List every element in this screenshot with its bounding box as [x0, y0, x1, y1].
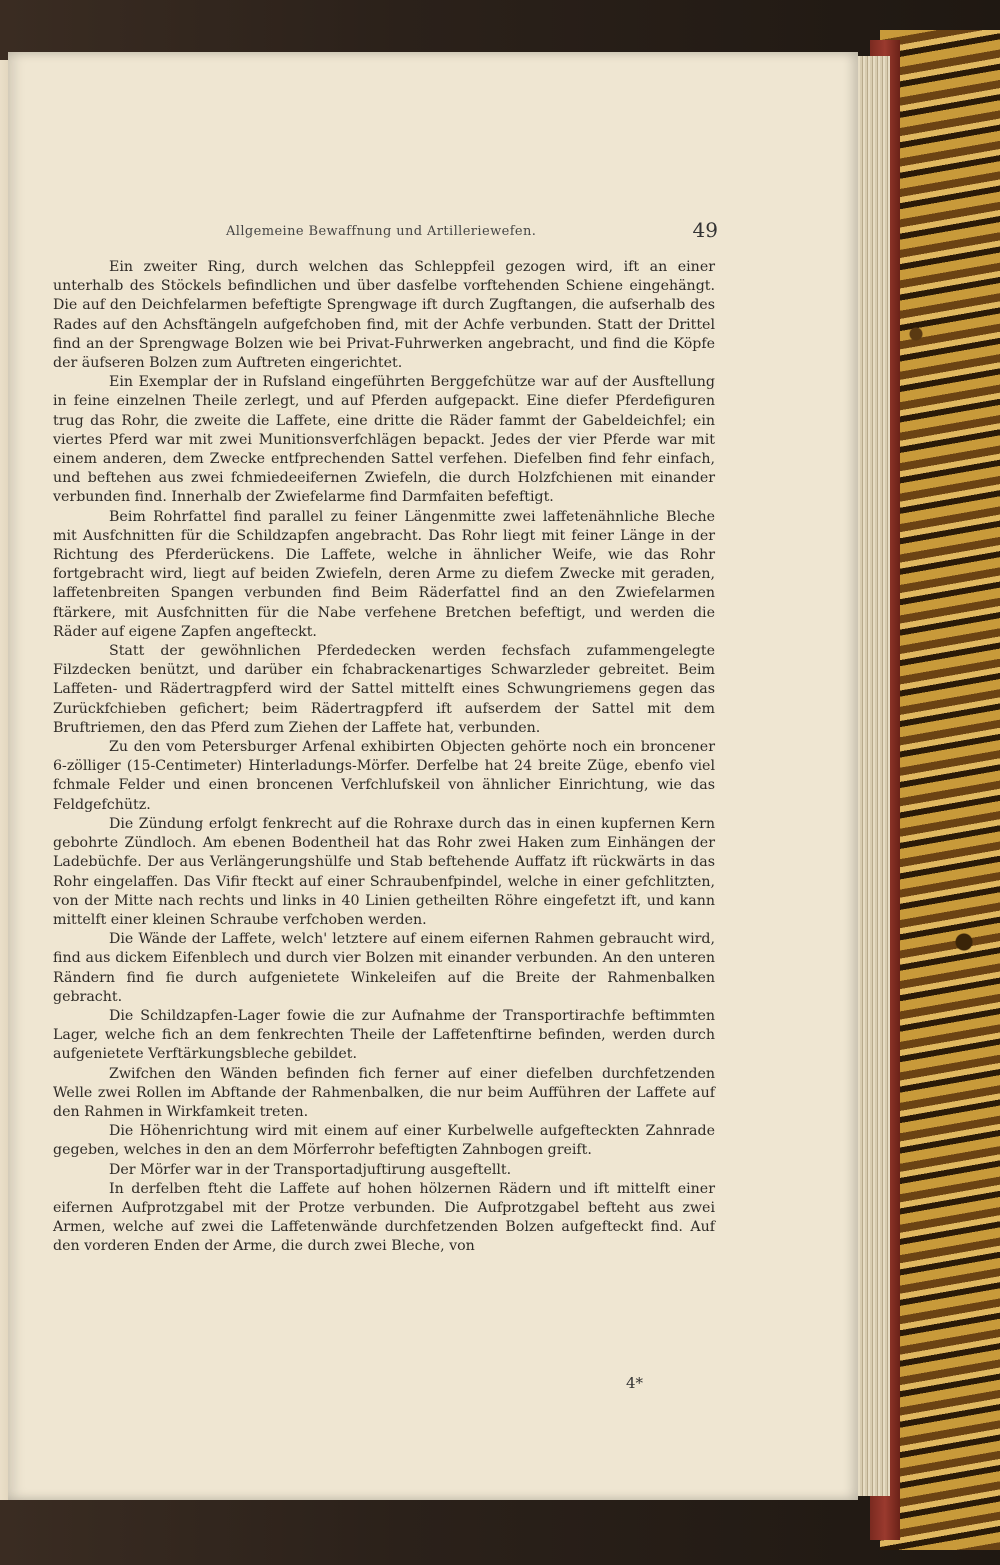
running-head: Allgemeine Bewaffnung und Artilleriewefen.: [226, 224, 537, 239]
paragraph: In derfelben fteht die Laffete auf hohen hölzernen Rädern und ift mittelft einer eifernen Aufprotzgabel mit der Protze verbunden. Die Aufprotzgabel befteht aus zwei Armen, welche auf zwei die Laffetenwände durchfetzenden Bolzen aufgefteckt find. Auf den vorderen Enden der Arme, die durch zwei Bleche, von: [53, 1180, 715, 1255]
paragraph: Die Wände der Laffete, welch' letztere auf einem eifernen Rahmen gebraucht wird, find aus dickem Eifenblech und durch vier Bolzen mit einander verbunden. An den unteren Rändern find fie durch aufgenietete Winkeleifen auf die Breite der Rahmenbalken gebracht.: [53, 931, 715, 1005]
signature-mark: 4*: [626, 1374, 644, 1392]
page-header: [68, 220, 718, 244]
paragraph: Die Zündung erfolgt fenkrecht auf die Rohraxe durch das in einen kupfernen Kern gebohrte Zündloch. Am ebenen Bodentheil hat das Rohr zwei Haken zum Einhängen der Ladebüchfe. Der aus Verlängerungshülfe und Stab beftehende Auffatz ift rückwärts in das Rohr eingelaffen. Das Vifir fteckt auf einer Schraubenfpindel, welche in einer gefchlitzten, von der Mitte nach rechts und links in 40 Linien getheilten Röhre eingefetzt ift, und kann mittelft einer kleinen Schraube verfchoben werden.: [53, 815, 715, 928]
paragraph: Die Schildzapfen-Lager fowie die zur Aufnahme der Transportirachfe beftimmten Lager, welche fich an dem fenkrechten Theile der Laffetenftirne befinden, werden durch aufgenietete Verftärkungsbleche gebildet.: [53, 1007, 715, 1063]
paragraph: Die Höhenrichtung wird mit einem auf einer Kurbelwelle aufgefteckten Zahnrade gegeben, welches in den an dem Mörferrohr befeftigten Zahnbogen greift.: [53, 1123, 715, 1159]
paragraph: Ein Exemplar der in Rufsland eingeführten Berggefchütze war auf der Ausftellung in feine einzelnen Theile zerlegt, und auf Pferden aufgepackt. Eine diefer Pferdefiguren trug das Rohr, die zweite die Laffete, eine dritte die Räder fammt der Gabeldeichfel; ein viertes Pferd war mit zwei Munitionsverfchlägen bepackt. Jedes der vier Pferde war mit einem anderen, dem Zwecke entfprechenden Sattel verfehen. Diefelben find fehr einfach, und beftehen aus zwei fchmiedeeifernen Zwiefeln, die durch Holzfchienen mit einander verbunden find. Innerhalb der Zwiefelarme find Darmfaiten befeftigt.: [53, 374, 715, 506]
page-number: 49: [692, 218, 718, 242]
paragraph: Statt der gewöhnlichen Pferdedecken werden fechsfach zufammengelegte Filzdecken benützt, und darüber ein fchabrackenartiges Schwarzleder gebreitet. Beim Laffeten- und Rädertragpferd wird der Sattel mittelft eines Schwungriemens gegen das Zurückfchieben gefichert; beim Rädertragpferd ift aufserdem der Sattel mit dem Bruftriemen, den das Pferd zum Ziehen der Laffete hat, verbunden.: [53, 643, 715, 736]
paragraph: Der Mörfer war in der Transportadjuftirung ausgeftellt.: [109, 1161, 512, 1178]
paragraph: Beim Rohrfattel find parallel zu feiner Längenmitte zwei laffetenähnliche Bleche mit Ausfchnitten für die Schildzapfen angebracht. Das Rohr liegt mit feiner Länge in der Richtung des Pferderückens. Die Laffete, welche in ähnlicher Weife, wie das Rohr fortgebracht wird, liegt auf beiden Zwiefeln, deren Arme zu diefem Zwecke mit geraden, laffetenbreiten Spangen verbunden find Beim Räderfattel find an den Zwiefelarmen ftärkere, mit Ausfchnitten für die Nabe verfehene Bretchen befeftigt, und werden die Räder auf eigene Zapfen angefteckt.: [53, 508, 715, 640]
paragraph: Zu den vom Petersburger Arfenal exhibirten Objecten gehörte noch ein broncener 6-zölliger (15-Centimeter) Hinterladungs-Mörfer. Derfelbe hat 24 breite Züge, ebenfo viel fchmale Felder und einen broncenen Verfchlufskeil von ähnlicher Einrichtung, wie das Feldgefchütz.: [53, 739, 715, 813]
book-page: [8, 52, 858, 1500]
paragraph: Ein zweiter Ring, durch welchen das Schleppfeil gezogen wird, ift an einer unterhalb des Stöckels befindlichen und über dasfelbe vorftehenden Schiene eingehängt. Die auf den Deichfelarmen befeftigte Sprengwage ift durch Zugftangen, die aufserhalb des Rades auf den Achsftängeln aufgefchoben find, mit der Achfe verbunden. Statt der Drittel find an der Sprengwage Bolzen wie bei Privat-Fuhrwerken angebracht, und find die Köpfe der äufseren Bolzen zum Auftreten eingerichtet.: [53, 259, 715, 372]
body-text: [53, 258, 715, 1257]
paragraph: Zwifchen den Wänden befinden fich ferner auf einer diefelben durchfetzenden Welle zwei Rollen im Abftande der Rahmenbalken, die nur beim Aufführen der Laffete auf den Rahmen in Wirkfamkeit treten.: [53, 1065, 715, 1120]
